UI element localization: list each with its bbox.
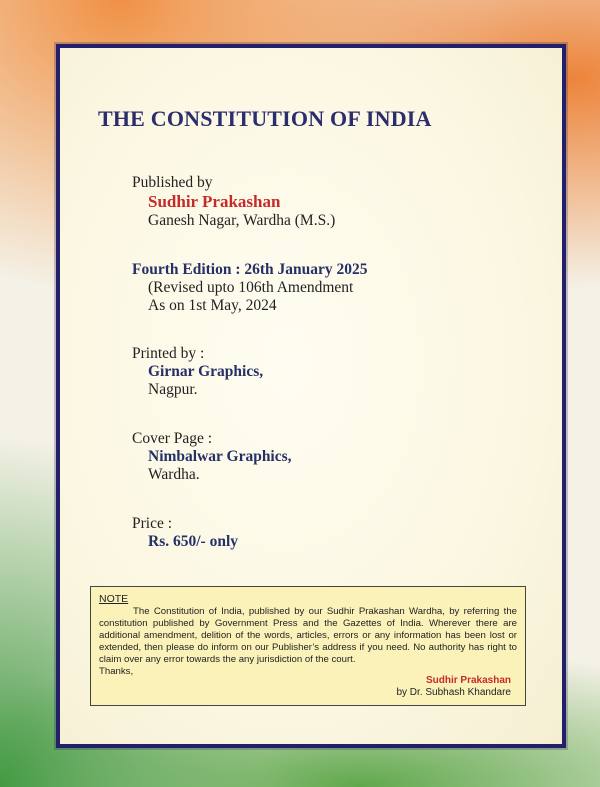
published-by-label: Published by <box>132 174 213 191</box>
note-heading: NOTE <box>99 593 129 605</box>
signature-publisher: Sudhir Prakashan <box>425 675 511 686</box>
title-page-panel <box>56 44 566 748</box>
note-box <box>90 586 526 706</box>
signature-author: by Dr. Subhash Khandare <box>396 687 511 698</box>
cover-designer-city: Wardha. <box>148 466 200 483</box>
price-label: Price : <box>132 515 173 532</box>
publisher-name: Sudhir Prakashan <box>148 192 281 211</box>
edition-as-on: As on 1st May, 2024 <box>148 297 277 314</box>
printed-by-label: Printed by : <box>132 345 205 362</box>
cover-page-label: Cover Page : <box>132 430 213 447</box>
note-body: The Constitution of India, published by our Sudhir Prakashan Wardha, by referring the constitution published by Government Press and the Gazettes of India. Wherever there are additional amendment, delition of the words, articles, errors or any information has been lost or extended, then please do inform on our Publisher’s address if you need. No authority has right to claim over any error towards the any jurisdiction of the court. <box>99 606 517 665</box>
edition-line: Fourth Edition : 26th January 2025 <box>132 261 368 278</box>
publisher-address: Ganesh Nagar, Wardha (M.S.) <box>148 212 336 229</box>
book-title: THE CONSTITUTION OF INDIA <box>98 106 432 131</box>
cover-designer-name: Nimbalwar Graphics, <box>148 448 292 465</box>
price-value: Rs. 650/- only <box>148 533 238 550</box>
edition-revised: (Revised upto 106th Amendment <box>148 279 354 296</box>
printer-name: Girnar Graphics, <box>148 363 264 380</box>
note-thanks: Thanks, <box>99 666 134 677</box>
printer-city: Nagpur. <box>148 381 198 398</box>
